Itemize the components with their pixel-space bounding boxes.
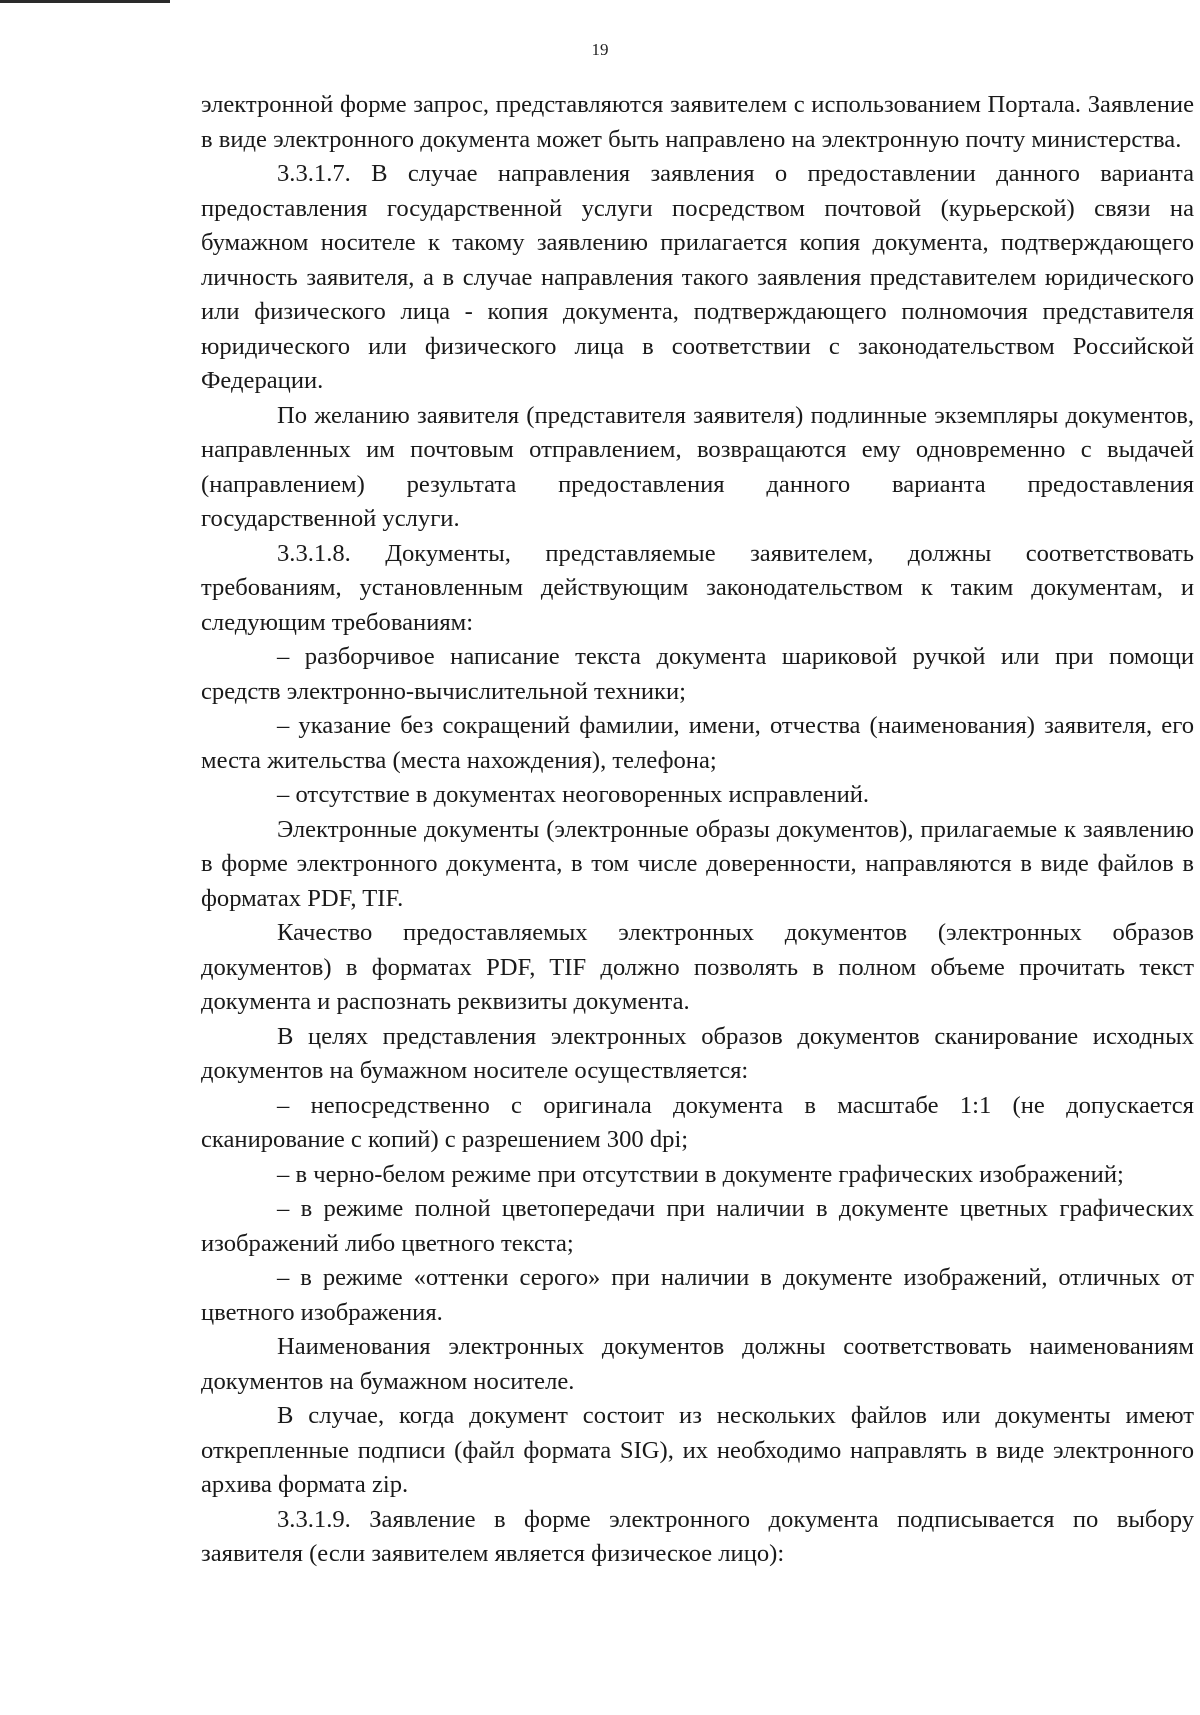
- paragraph-quality: Качество предоставляемых электронных документов (электронных образов документов) в форматах PDF, TIF должно позволять в полном объеме прочитать текст документа и распознать реквизиты документа.: [201, 919, 1194, 1015]
- paragraph-electronic-formats: Электронные документы (электронные образы документов), прилагаемые к заявлению в форме электронного документа, в том числе доверенности, направляются в виде файлов в форматах PDF, TIF.: [201, 815, 1194, 912]
- paragraph-names: Наименования электронных документов должны соответствовать наименованиям документов на бумажном носителе.: [201, 1333, 1194, 1395]
- list-item-full-name: – указание без сокращений фамилии, имени, отчества (наименования) заявителя, его места жительства (места нахождения), телефона;: [201, 712, 1194, 774]
- scan-edge-mark: [0, 0, 170, 3]
- paragraph-3-3-1-7: 3.3.1.7. В случае направления заявления о предоставлении данного варианта предоставления государственной услуги посредством почтовой (курьерской) связи на бумажном носителе к такому заявлению прилагается копия документа, подтверждающего личность заявителя, а в случае направления такого заявления представителем юридического или физического лица - копия документа, подтверждающего полномочия представителя юридического или физического лица в соответствии с законодательством Российской Федерации.: [201, 160, 1194, 394]
- list-item-grayscale: – в режиме «оттенки серого» при наличии в документе изображений, отличных от цветного изображения.: [201, 1264, 1194, 1326]
- list-item-legible-text: – разборчивое написание текста документа шариковой ручкой или при помощи средств электронно-вычислительной техники;: [201, 643, 1194, 705]
- paragraph-continuation: электронной форме запрос, представляются заявителем с использованием Портала. Заявление в виде электронного документа может быть направлено на электронную почту министерства.: [201, 91, 1194, 153]
- paragraph-return-originals: По желанию заявителя (представителя заявителя) подлинные экземпляры документов, направленных им почтовым отправлением, возвращаются ему одновременно с выдачей (направлением) результата предоставления данного варианта предоставления государственной услуги.: [201, 401, 1194, 532]
- list-item-scale: – непосредственно с оригинала документа в масштабе 1:1 (не допускается сканирование с копий) с разрешением 300 dpi;: [201, 1091, 1194, 1153]
- paragraph-3-3-1-8: 3.3.1.8. Документы, представляемые заявителем, должны соответствовать требованиям, установленным действующим законодательством к таким документам, и следующим требованиям:: [201, 539, 1194, 636]
- paragraph-zip-archive: В случае, когда документ состоит из нескольких файлов или документы имеют открепленные подписи (файл формата SIG), их необходимо направлять в виде электронного архива формата zip.: [201, 1402, 1194, 1498]
- document-body: [201, 88, 1194, 1572]
- list-item-full-color: – в режиме полной цветопередачи при наличии в документе цветных графических изображений либо цветного текста;: [201, 1195, 1194, 1257]
- page-number: 19: [591, 40, 609, 59]
- list-item-black-white: – в черно-белом режиме при отсутствии в документе графических изображений;: [277, 1160, 1124, 1188]
- list-item-no-corrections: – отсутствие в документах неоговоренных исправлений.: [277, 781, 870, 808]
- paragraph-scanning: В целях представления электронных образов документов сканирование исходных документов на бумажном носителе осуществляется:: [201, 1022, 1194, 1084]
- paragraph-3-3-1-9: 3.3.1.9. Заявление в форме электронного документа подписывается по выбору заявителя (если заявителем является физическое лицо):: [201, 1505, 1194, 1567]
